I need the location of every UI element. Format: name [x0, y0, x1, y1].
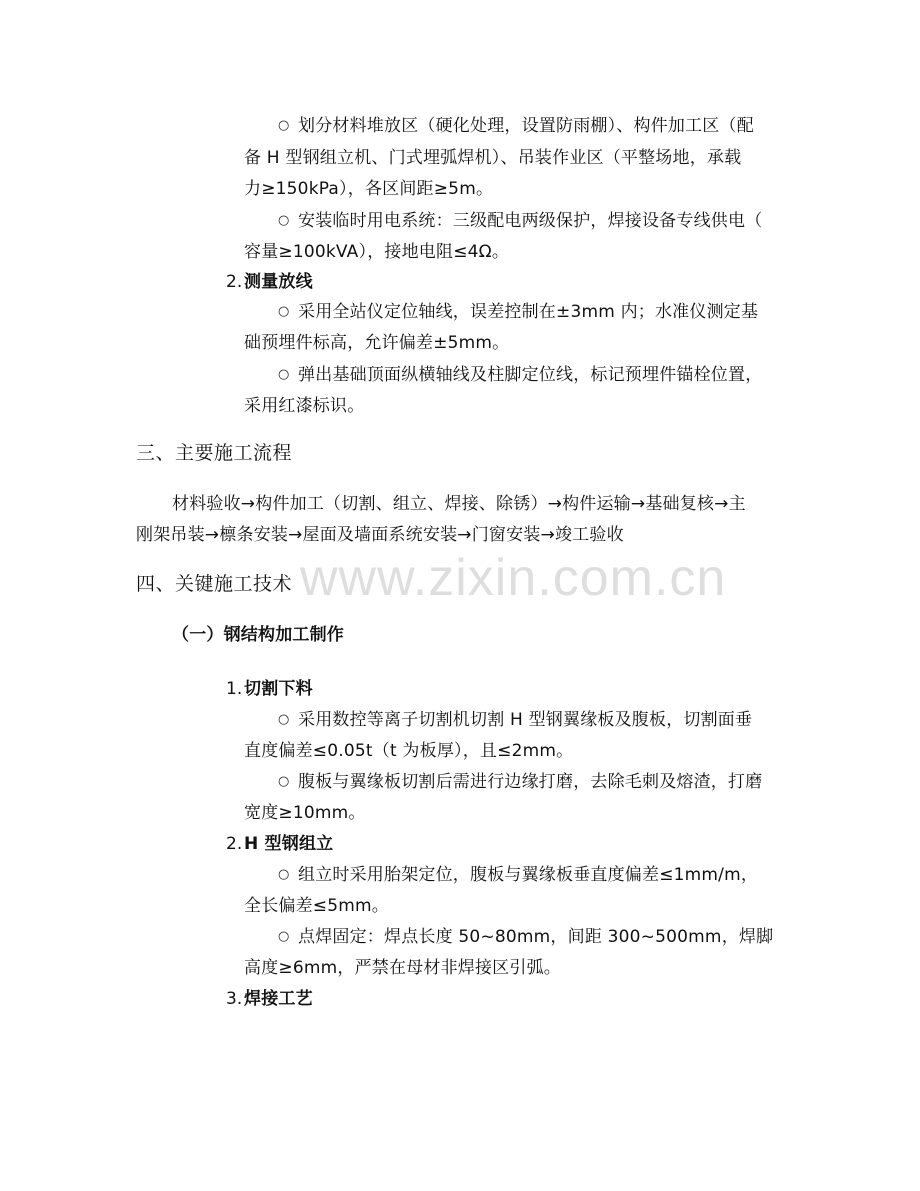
- bullet-icon: ○: [278, 774, 290, 789]
- paragraph-line: 点焊固定：焊点长度 50~80mm，间距 300~500mm，焊脚: [298, 927, 774, 947]
- subsection-heading: （一）钢结构加工制作: [172, 625, 344, 645]
- list-number: 1.: [226, 679, 243, 699]
- bullet-icon: ○: [278, 867, 290, 882]
- bullet-icon: ○: [278, 213, 290, 228]
- paragraph-line: 划分材料堆放区（硬化处理，设置防雨棚）、构件加工区（配: [298, 116, 754, 136]
- list-number: 2.: [226, 834, 243, 854]
- paragraph-line: 础预埋件标高，允许偏差±5mm。: [244, 333, 510, 353]
- section-heading: 四、关键施工技术: [136, 573, 293, 595]
- paragraph-line: 直度偏差≤0.05t（t 为板厚），且≤2mm。: [244, 741, 574, 761]
- watermark: www.zixin.com.cn: [300, 549, 727, 607]
- bullet-icon: ○: [278, 118, 290, 133]
- paragraph-line: 材料验收→构件加工（切割、组立、焊接、除锈）→构件运输→基础复核→主: [172, 494, 746, 514]
- list-title: 切割下料: [244, 679, 313, 699]
- paragraph-line: 力≥150kPa），各区间距≥5m。: [244, 179, 494, 199]
- section-heading: 三、主要施工流程: [136, 442, 293, 464]
- paragraph-line: 全长偏差≤5mm。: [244, 896, 389, 916]
- paragraph-line: 采用全站仪定位轴线，误差控制在±3mm 内；水准仪测定基: [298, 302, 759, 322]
- list-title: 测量放线: [244, 272, 313, 292]
- paragraph-line: 安装临时用电系统：三级配电两级保护，焊接设备专线供电（: [298, 211, 763, 231]
- paragraph-line: 容量≥100kVA），接地电阻≤4Ω。: [244, 242, 510, 262]
- bullet-icon: ○: [278, 367, 290, 382]
- paragraph-line: 刚架吊装→檩条安装→屋面及墙面系统安装→门窗安装→竣工验收: [136, 525, 624, 545]
- bullet-icon: ○: [278, 712, 290, 727]
- list-title: 焊接工艺: [244, 989, 313, 1009]
- paragraph-line: 组立时采用胎架定位，腹板与翼缘板垂直度偏差≤1mm/m，: [298, 865, 759, 885]
- bullet-icon: ○: [278, 929, 290, 944]
- paragraph-line: 腹板与翼缘板切割后需进行边缘打磨，去除毛刺及熔渣，打磨: [298, 772, 763, 792]
- paragraph-line: 采用红漆标识。: [244, 396, 365, 416]
- list-number: 2.: [226, 272, 243, 292]
- paragraph-line: 弹出基础顶面纵横轴线及柱脚定位线，标记预埋件锚栓位置，: [298, 365, 763, 385]
- paragraph-line: 采用数控等离子切割机切割 H 型钢翼缘板及腹板，切割面垂: [298, 710, 753, 730]
- bullet-icon: ○: [278, 304, 290, 319]
- list-number: 3.: [226, 989, 243, 1009]
- paragraph-line: 宽度≥10mm。: [244, 803, 366, 823]
- list-title: H 型钢组立: [244, 834, 334, 854]
- paragraph-line: 备 H 型钢组立机、门式埋弧焊机）、吊装作业区（平整场地，承载: [244, 148, 742, 168]
- paragraph-line: 高度≥6mm，严禁在母材非焊接区引弧。: [244, 958, 561, 978]
